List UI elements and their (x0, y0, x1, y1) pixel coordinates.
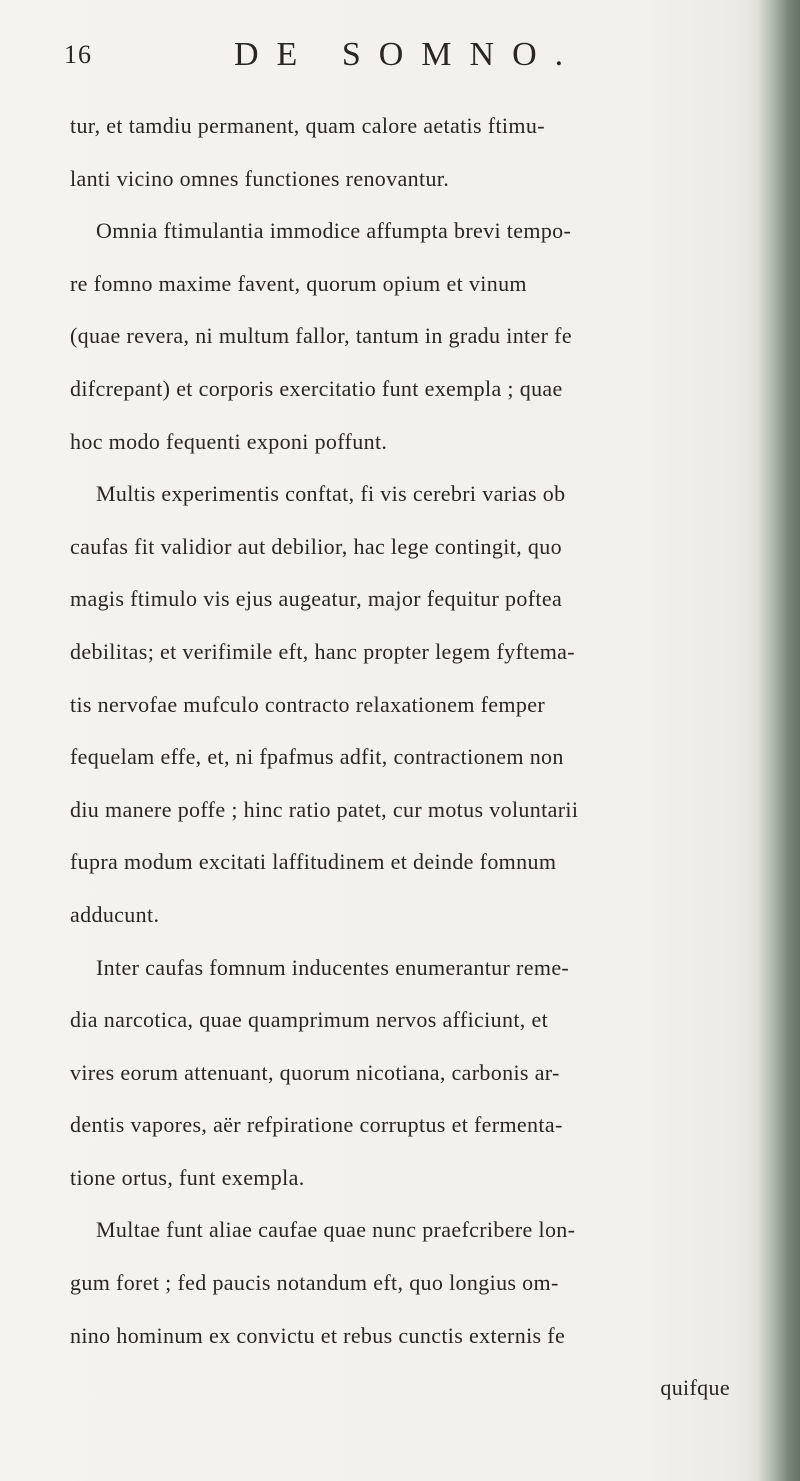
text-line: magis ftimulo vis ejus augeatur, major fequitur poftea (70, 586, 563, 612)
text-line: difcrepant) et corporis exercitatio funt exempla ; quae (70, 375, 563, 401)
text-line: gum foret ; fed paucis notandum eft, quo longius om- (70, 1270, 559, 1296)
text-line: (quae revera, ni multum fallor, tantum in gradu inter fe (70, 323, 572, 349)
text-line: Inter caufas fomnum inducentes enumerantur reme- (96, 954, 570, 980)
text-line: re fomno maxime favent, quorum opium et vinum (70, 270, 527, 296)
text-line: adducunt. (70, 901, 160, 927)
text-line: diu manere poffe ; hinc ratio patet, cur motus voluntarii (70, 796, 579, 822)
running-head: DE SOMNO. (234, 36, 582, 73)
text-line: tis nervofae mufculo contracto relaxationem femper (70, 691, 546, 717)
text-line: caufas fit validior aut debilior, hac lege contingit, quo (70, 533, 562, 559)
page-header (64, 36, 704, 80)
page-number: 16 (64, 40, 92, 69)
text-line: fequelam effe, et, ni fpafmus adfit, contractionem non (70, 744, 564, 770)
text-line: tur, et tamdiu permanent, quam calore aetatis ftimu- (70, 113, 545, 138)
catchword: quifque (660, 1375, 730, 1401)
text-line: lanti vicino omnes functiones renovantur. (70, 165, 450, 191)
text-line: Multis experimentis conftat, fi vis cerebri varias ob (96, 481, 566, 507)
text-line: Omnia ftimulantia immodice affumpta brevi tempo- (96, 218, 572, 244)
body-text (70, 100, 730, 1415)
text-line: vires eorum attenuant, quorum nicotiana, carbonis ar- (70, 1059, 560, 1085)
text-line: debilitas; et verifimile eft, hanc propter legem fyftema- (70, 638, 575, 664)
text-line: nino hominum ex convictu et rebus cunctis externis fe (70, 1322, 566, 1348)
text-line: Multae funt aliae caufae quae nunc praefcribere lon- (96, 1217, 576, 1243)
text-line: dia narcotica, quae quamprimum nervos afficiunt, et (70, 1007, 549, 1033)
text-line: dentis vapores, aër refpiratione corruptus et fermenta- (70, 1112, 563, 1138)
text-line: tione ortus, funt exempla. (70, 1164, 305, 1190)
text-line: fupra modum excitati laffitudinem et deinde fomnum (70, 849, 557, 875)
page-edge-shadow (758, 0, 800, 1481)
text-line: hoc modo fequenti exponi poffunt. (70, 428, 388, 454)
